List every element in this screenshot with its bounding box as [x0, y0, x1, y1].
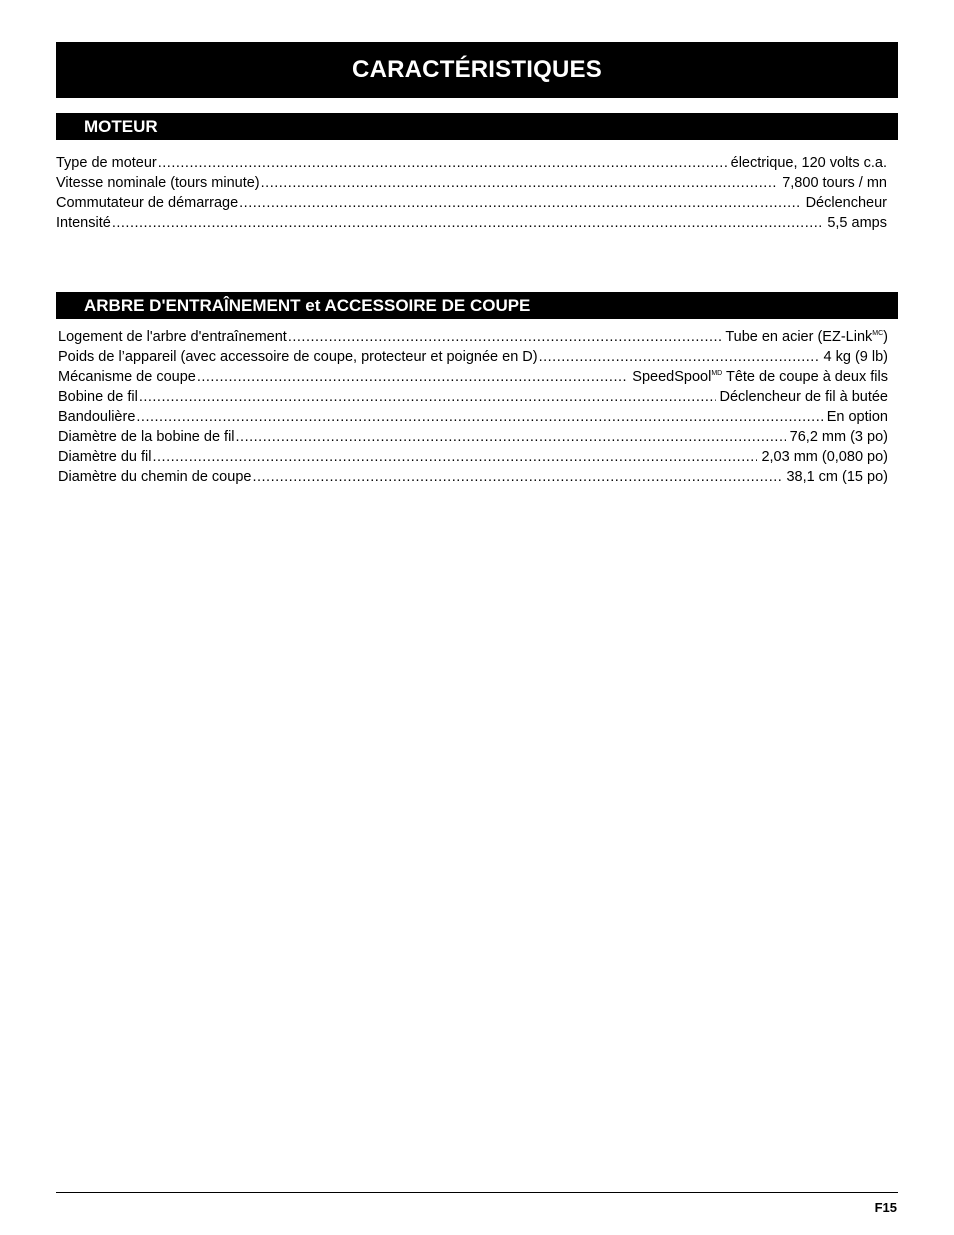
spec-label: Diamètre de la bobine de fil	[58, 429, 235, 445]
dot-leader	[539, 347, 820, 367]
spec-label: Diamètre du chemin de coupe	[58, 469, 252, 485]
dot-leader	[112, 213, 824, 233]
spec-label: Commutateur de démarrage	[56, 195, 239, 211]
page-title: CARACTÉRISTIQUES	[56, 42, 898, 98]
spec-value: 76,2 mm (3 po)	[789, 429, 888, 445]
spec-label: Bobine de fil	[58, 389, 138, 405]
spec-value: En option	[826, 409, 888, 425]
spec-label: Logement de l'arbre d'entraînement	[58, 329, 287, 345]
spec-row	[58, 387, 888, 407]
dot-leader	[139, 387, 716, 407]
spec-row	[56, 153, 887, 173]
spec-label: Vitesse nominale (tours minute)	[56, 175, 260, 191]
spec-label: Bandoulière	[58, 409, 136, 425]
spec-row	[56, 193, 887, 213]
section-heading-moteur: MOTEUR	[56, 113, 898, 140]
spec-value: 2,03 mm (0,080 po)	[761, 449, 888, 465]
dot-leader	[152, 447, 757, 467]
spec-row	[58, 467, 888, 487]
dot-leader	[136, 407, 822, 427]
spec-value: électrique, 120 volts c.a.	[730, 155, 887, 171]
dot-leader	[261, 173, 779, 193]
spec-value: SpeedSpool$^{MD}$ Tête de coupe à deux fils	[632, 369, 888, 385]
dot-leader	[197, 367, 628, 387]
spec-row	[56, 173, 887, 193]
spec-label: Mécanisme de coupe	[58, 369, 196, 385]
dot-leader	[236, 427, 786, 447]
spec-row	[58, 327, 888, 347]
spec-row	[58, 427, 888, 447]
spec-label: Type de moteur	[56, 155, 157, 171]
page-number: F15	[874, 1200, 897, 1215]
footer-divider	[56, 1192, 898, 1193]
trademark-mark: MD	[711, 370, 723, 377]
spec-row	[58, 347, 888, 367]
spec-label: Poids de l’appareil (avec accessoire de coupe, protecteur et poignée en D)	[58, 349, 538, 365]
spec-value: 7,800 tours / mn	[782, 175, 887, 191]
spec-value: 4 kg (9 lb)	[823, 349, 888, 365]
dot-leader	[158, 153, 727, 173]
spec-value: Déclencheur de fil à butée	[719, 389, 888, 405]
spec-row	[58, 407, 888, 427]
spec-label: Intensité	[56, 215, 111, 231]
dot-leader	[252, 467, 782, 487]
spec-list-arbre	[58, 327, 888, 487]
spec-value: Déclencheur	[805, 195, 887, 211]
spec-value: Tube en acier (EZ-Link$^{MC}$)	[725, 329, 888, 345]
spec-row	[58, 447, 888, 467]
spec-value: 38,1 cm (15 po)	[786, 469, 888, 485]
spec-row	[58, 367, 888, 387]
section-heading-arbre: ARBRE D'ENTRAÎNEMENT et ACCESSOIRE DE COUPE	[56, 292, 898, 319]
spec-value: 5,5 amps	[827, 215, 887, 231]
dot-leader	[288, 327, 721, 347]
spec-list-moteur	[56, 153, 887, 233]
trademark-mark: MC	[872, 330, 884, 337]
spec-label: Diamètre du fil	[58, 449, 152, 465]
dot-leader	[239, 193, 801, 213]
spec-row	[56, 213, 887, 233]
